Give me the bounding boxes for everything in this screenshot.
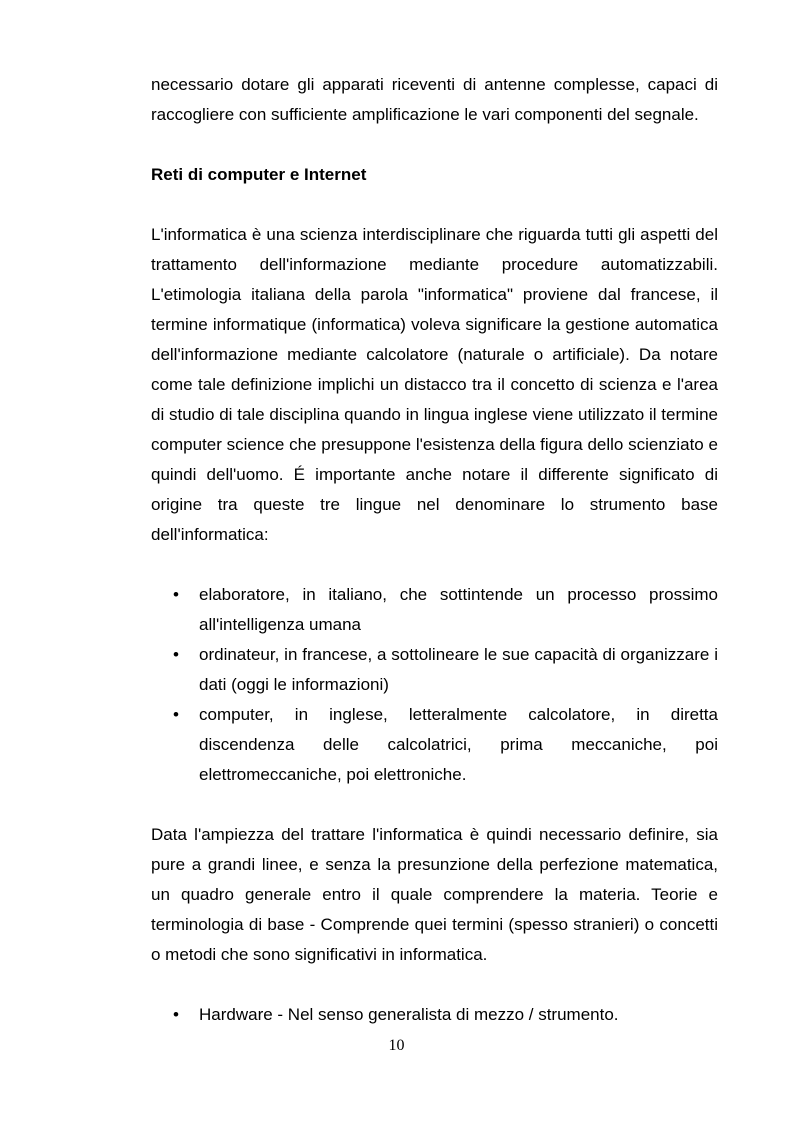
- bullet-icon: •: [173, 705, 179, 724]
- page-content: [151, 70, 718, 1030]
- terminology-list: [151, 1000, 718, 1030]
- body-paragraph-1: L'informatica è una scienza interdisciplinare che riguarda tutti gli aspetti del trattamento dell'informazione mediante procedure automatizzabili. L'etimologia italiana della parola "informatica" proviene dal francese, il termine informatique (informatica) voleva significare la gestione automatica dell'informazione mediante calcolatore (naturale o artificiale). Da notare come tale definizione implichi un distacco tra il concetto di scienza e l'area di studio di tale disciplina quando in lingua inglese viene utilizzato il termine computer science che presuppone l'esistenza della figura dello scienziato e quindi dell'uomo. É importante anche notare il differente significato di origine tra queste tre lingue nel denominare lo strumento base dell'informatica:: [151, 225, 718, 544]
- list-item-text: Hardware - Nel senso generalista di mezzo / strumento.: [199, 1005, 619, 1024]
- spacer: [151, 790, 718, 820]
- spacer: [151, 190, 718, 220]
- list-item: [151, 1000, 718, 1030]
- spacer: [151, 970, 718, 1000]
- spacer: [151, 550, 718, 580]
- page-number: 10: [388, 1037, 405, 1054]
- bullet-icon: •: [173, 645, 179, 664]
- body-paragraph-2: Data l'ampiezza del trattare l'informatica è quindi necessario definire, sia pure a grandi linee, e senza la presunzione della perfezione matematica, un quadro generale entro il quale comprendere la materia. Teorie e terminologia di base - Comprende quei termini (spesso stranieri) o concetti o metodi che sono significativi in informatica.: [151, 825, 718, 964]
- list-item: [151, 640, 718, 700]
- intro-paragraph: necessario dotare gli apparati riceventi di antenne complesse, capaci di raccogliere con sufficiente amplificazione le vari componenti del segnale.: [151, 75, 718, 124]
- list-item: [151, 700, 718, 790]
- bullet-icon: •: [173, 1005, 179, 1024]
- section-heading: Reti di computer e Internet: [151, 165, 367, 184]
- language-list: [151, 580, 718, 790]
- list-item: [151, 580, 718, 640]
- bullet-icon: •: [173, 585, 179, 604]
- list-item-text: elaboratore, in italiano, che sottintende un processo prossimo all'intelligenza umana: [199, 585, 718, 634]
- spacer: [151, 130, 718, 160]
- list-item-text: computer, in inglese, letteralmente calcolatore, in diretta discendenza delle calcolatrici, prima meccaniche, poi elettromeccaniche, poi elettroniche.: [199, 705, 718, 784]
- list-item-text: ordinateur, in francese, a sottolineare le sue capacità di organizzare i dati (oggi le informazioni): [199, 645, 718, 694]
